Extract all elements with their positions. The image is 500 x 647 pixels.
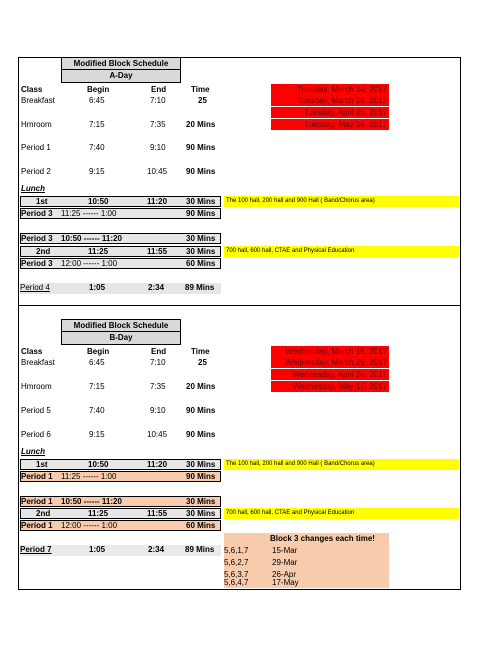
a-period2-end: 10:45 bbox=[147, 167, 168, 176]
block3-title: Block 3 changes each time! bbox=[270, 534, 375, 543]
b-period5-end: 9:10 bbox=[150, 406, 166, 415]
b-period1a-time: 90 Mins bbox=[186, 472, 216, 481]
b-period6-time: 90 Mins bbox=[186, 430, 216, 439]
b-header-begin: Begin bbox=[87, 347, 110, 356]
b-date-3: Wednesday, April 26, 2017 bbox=[271, 369, 389, 380]
a-date-2: Tuesday, March 28, 2017 bbox=[271, 95, 389, 106]
b-row-1st bbox=[20, 459, 221, 470]
a-2nd-begin: 11:25 bbox=[88, 247, 109, 256]
a-period2-begin: 9:15 bbox=[89, 167, 105, 176]
a-date-4: Tuesday, May 16, 2017 bbox=[271, 119, 389, 130]
b-period7-begin: 1:05 bbox=[89, 545, 106, 554]
a-row-period3a bbox=[20, 208, 221, 219]
b-header-end: End bbox=[151, 347, 167, 356]
b-period5-class: Period 5 bbox=[21, 406, 51, 415]
b-header-class: Class bbox=[21, 347, 43, 356]
block3-periods-4: 5,6,4,7 bbox=[224, 578, 249, 587]
b-period1a-range: 11:25 ------ 1:00 bbox=[61, 472, 117, 481]
a-row-period4 bbox=[20, 283, 221, 294]
a-1st-time: 30 Mins bbox=[186, 197, 216, 206]
a-period3c-class: Period 3 bbox=[21, 259, 53, 268]
a-row-period3b bbox=[20, 233, 221, 244]
b-period1a-class: Period 1 bbox=[21, 472, 53, 481]
b-row-2nd bbox=[20, 508, 221, 519]
b-row-period1c bbox=[20, 520, 221, 531]
a-row-2nd bbox=[20, 246, 221, 257]
block3-date-3: 26-Apr bbox=[272, 570, 297, 579]
b-period6-begin: 9:15 bbox=[89, 430, 105, 439]
a-day-title-box bbox=[61, 57, 181, 83]
a-period3c-time: 60 Mins bbox=[186, 259, 216, 268]
b-period7-end: 2:34 bbox=[148, 545, 165, 554]
b-row-period7 bbox=[20, 545, 221, 556]
b-period5-time: 90 Mins bbox=[186, 406, 216, 415]
a-row-1st bbox=[20, 196, 221, 207]
a-period3a-class: Period 3 bbox=[21, 209, 53, 218]
b-day-subtitle: B-Day bbox=[109, 333, 133, 342]
b-period1b-range: 10:50 ------ 11:20 bbox=[61, 497, 122, 506]
b-1st-class: 1st bbox=[36, 460, 48, 469]
a-row-period3c bbox=[20, 258, 221, 269]
block3-periods-3: 5,6,3,7 bbox=[224, 570, 249, 579]
a-period3b-time: 30 Mins bbox=[186, 234, 216, 243]
a-day-subtitle: A-Day bbox=[109, 71, 133, 80]
a-breakfast-begin: 6:45 bbox=[89, 96, 105, 105]
b-hmroom-class: Hmroom bbox=[21, 382, 52, 391]
a-2nd-time: 30 Mins bbox=[186, 247, 216, 256]
a-header-class: Class bbox=[21, 85, 43, 94]
a-header-begin: Begin bbox=[87, 85, 110, 94]
a-1st-end: 11:20 bbox=[147, 197, 168, 206]
b-date-4: Wednesday, May 17, 2017 bbox=[271, 381, 389, 392]
b-2nd-begin: 11:25 bbox=[88, 509, 109, 518]
a-hmroom-begin: 7:15 bbox=[89, 120, 105, 129]
a-period2-class: Period 2 bbox=[21, 167, 51, 176]
b-period1c-range: 12:00 ------ 1:00 bbox=[61, 521, 118, 530]
a-period4-time: 89 Mins bbox=[185, 283, 215, 292]
b-period1c-time: 60 Mins bbox=[186, 521, 216, 530]
b-period1c-class: Period 1 bbox=[21, 521, 53, 530]
a-period1-time: 90 Mins bbox=[186, 143, 216, 152]
b-period6-end: 10:45 bbox=[147, 430, 168, 439]
a-period4-end: 2:34 bbox=[148, 283, 165, 292]
a-date-1: Tuesday, March 14, 2017 bbox=[271, 84, 389, 95]
b-period1b-class: Period 1 bbox=[21, 497, 53, 506]
a-hmroom-class: Hmroom bbox=[21, 120, 52, 129]
b-1st-begin: 10:50 bbox=[88, 460, 109, 469]
b-hall-note-1: The 100 hall, 200 hall and 900 Hall ( Band/Chorus area) bbox=[224, 459, 459, 470]
b-period6-class: Period 6 bbox=[21, 430, 51, 439]
block3-date-1: 15-Mar bbox=[272, 546, 298, 555]
block3-note bbox=[224, 533, 389, 588]
block3-date-4: 17-May bbox=[272, 578, 299, 587]
b-day-title: Modified Block Schedule bbox=[62, 320, 180, 332]
a-period3a-range: 11:25 ------ 1:00 bbox=[61, 209, 117, 218]
a-header-time: Time bbox=[191, 85, 210, 94]
section-divider bbox=[18, 305, 461, 306]
a-breakfast-time: 25 bbox=[198, 96, 207, 105]
a-1st-begin: 10:50 bbox=[88, 197, 109, 206]
a-period3a-time: 90 Mins bbox=[186, 209, 216, 218]
a-period1-class: Period 1 bbox=[21, 143, 51, 152]
b-hmroom-end: 7:35 bbox=[150, 382, 166, 391]
a-period2-time: 90 Mins bbox=[186, 167, 216, 176]
b-breakfast-end: 7:10 bbox=[150, 358, 166, 367]
a-1st-class: 1st bbox=[36, 197, 48, 206]
a-period1-begin: 7:40 bbox=[89, 143, 105, 152]
a-hmroom-end: 7:35 bbox=[150, 120, 166, 129]
b-breakfast-begin: 6:45 bbox=[89, 358, 105, 367]
a-period3c-range: 12:00 ------ 1:00 bbox=[61, 259, 118, 268]
b-1st-end: 11:20 bbox=[147, 460, 168, 469]
a-lunch-label: Lunch bbox=[21, 184, 45, 193]
a-period1-end: 9:10 bbox=[150, 143, 166, 152]
b-2nd-time: 30 Mins bbox=[186, 509, 216, 518]
block3-periods-1: 5,6,1,7 bbox=[224, 546, 249, 555]
b-2nd-end: 11:55 bbox=[147, 509, 168, 518]
b-day-title-box bbox=[61, 319, 181, 345]
a-2nd-end: 11:55 bbox=[147, 247, 168, 256]
a-hall-note-1: The 100 hall, 200 hall and 900 Hall ( Band/Chorus area) bbox=[224, 196, 459, 207]
a-breakfast-class: Breakfast bbox=[21, 96, 55, 105]
b-hmroom-begin: 7:15 bbox=[89, 382, 105, 391]
a-period3b-range: 10:50 ------ 11:20 bbox=[61, 234, 122, 243]
b-2nd-class: 2nd bbox=[36, 509, 51, 518]
b-period5-begin: 7:40 bbox=[89, 406, 105, 415]
b-breakfast-class: Breakfast bbox=[21, 358, 55, 367]
a-header-end: End bbox=[151, 85, 167, 94]
b-header-time: Time bbox=[191, 347, 210, 356]
b-hall-note-2: 700 hall, 600 hall, CTAE and Physical Education bbox=[224, 508, 459, 519]
b-row-period1b bbox=[20, 496, 221, 507]
b-period7-class: Period 7 bbox=[20, 545, 52, 554]
a-hmroom-time: 20 Mins bbox=[186, 120, 216, 129]
a-period3b-class: Period 3 bbox=[21, 234, 53, 243]
a-2nd-class: 2nd bbox=[36, 247, 51, 256]
block3-periods-2: 5,6,2,7 bbox=[224, 558, 249, 567]
block3-date-2: 29-Mar bbox=[272, 558, 298, 567]
a-breakfast-end: 7:10 bbox=[150, 96, 166, 105]
b-date-1: Wednesday, March 15, 2017 bbox=[271, 346, 389, 357]
b-lunch-label: Lunch bbox=[21, 447, 45, 456]
b-breakfast-time: 25 bbox=[198, 358, 207, 367]
b-1st-time: 30 Mins bbox=[186, 460, 216, 469]
b-hmroom-time: 20 Mins bbox=[186, 382, 216, 391]
a-date-3: Tuesday, April 25, 2017 bbox=[271, 107, 389, 118]
b-period7-time: 89 Mins bbox=[185, 545, 215, 554]
a-hall-note-2: 700 hall, 600 hall, CTAE and Physical Education bbox=[224, 246, 459, 257]
a-day-title: Modified Block Schedule bbox=[62, 58, 180, 70]
b-period1b-time: 30 Mins bbox=[186, 497, 216, 506]
a-period4-begin: 1:05 bbox=[89, 283, 106, 292]
b-row-period1a bbox=[20, 471, 221, 482]
a-period4-class: Period 4 bbox=[20, 283, 50, 292]
b-date-2: Wednesday, March 29, 2017 bbox=[271, 357, 389, 368]
